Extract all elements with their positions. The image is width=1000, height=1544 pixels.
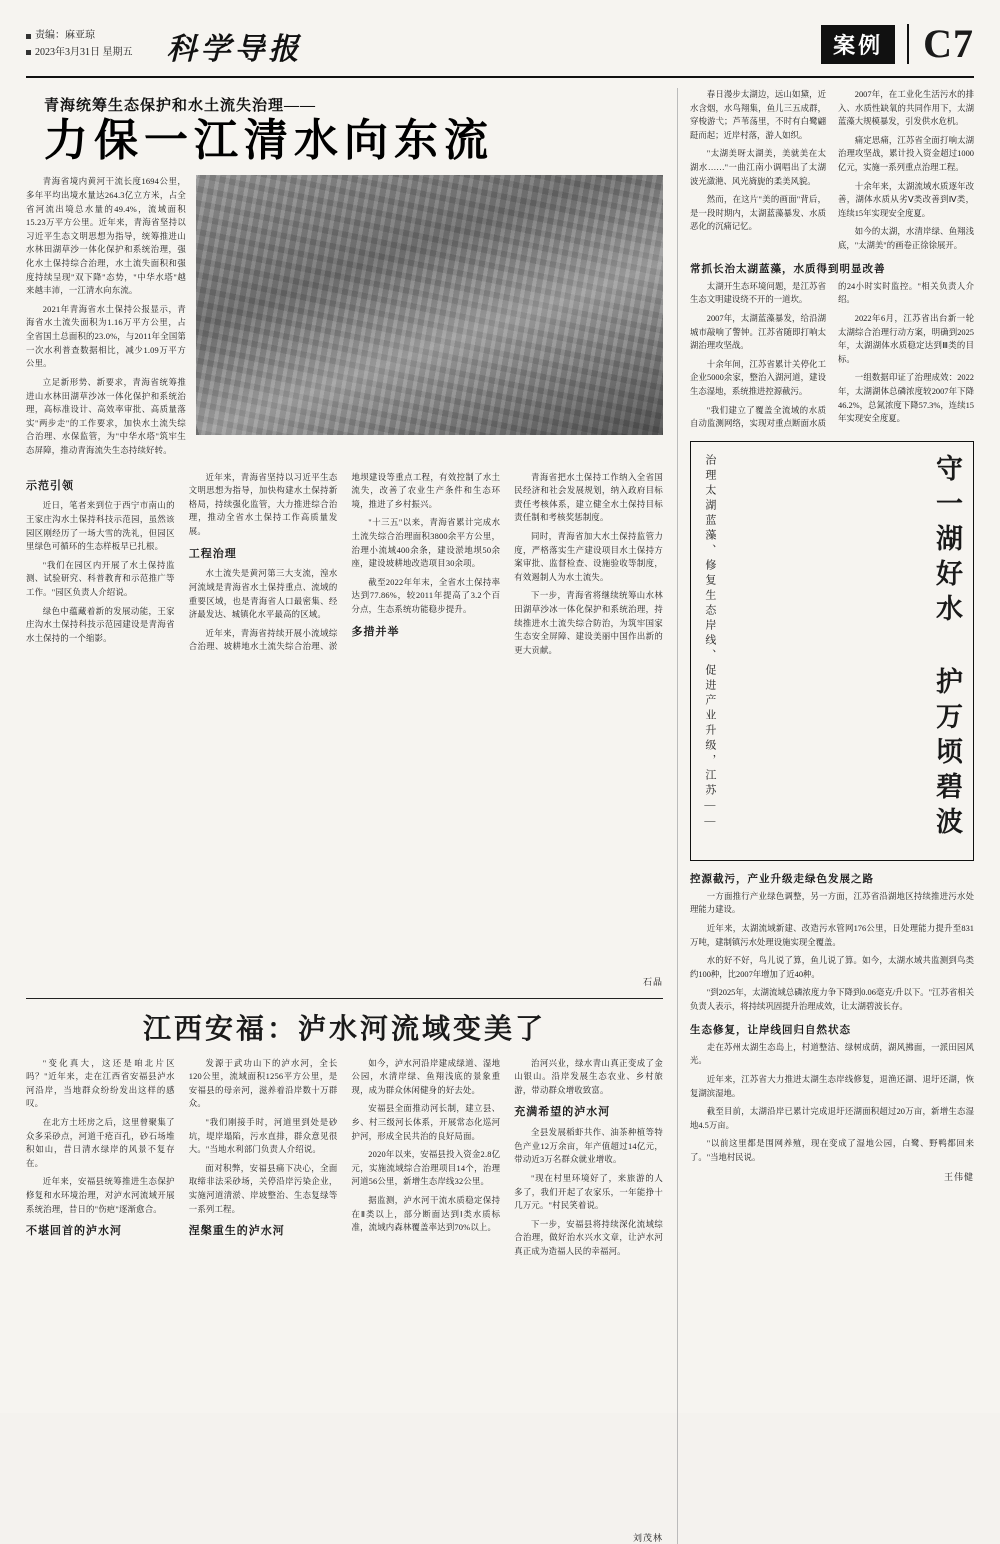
page-body (26, 88, 974, 1543)
feature-s0-p1: "我们在园区内开展了水土保持监测、试验研究、科普教育和示范推广等工作。"园区负责人介绍说。 (26, 560, 175, 598)
rs0-p4: 2022年6月，江苏省出台新一轮太湖综合治理行动方案，明确到2025年，太湖湖体水质稳定达到Ⅲ类的目标。 (838, 313, 974, 364)
masthead (26, 22, 974, 78)
sf-p3: 发源于武功山下的泸水河，全长120公里，流域面积1256平方公里，是安福县的母亲河，滋养着沿岸数十万群众。 (188, 1058, 338, 1109)
rs0-p5: 一组数据印证了治理成效：2022年，太湖湖体总磷浓度较2007年下降46.2%，总氮浓度下降57.3%，连续15年实现安全度夏。 (838, 373, 974, 424)
right-sec2-text (690, 890, 974, 1014)
feature-s2-p0: 青海省把水土保持工作纳入全省国民经济和社会发展规划，纳入政府目标责任考核体系，建立健全水土保持目标责任制和考核奖惩制度。 (514, 472, 663, 523)
section-divider (26, 998, 663, 999)
vertical-subtitle: 治理太湖蓝藻、修复生态岸线、促进产业升级，江苏—— (703, 453, 716, 831)
feature-lead-text (26, 175, 186, 462)
rt-p4: 痛定思痛，江苏省全面打响太湖治理攻坚战，累计投入资金超过1000亿元，实施一系列重点治理工程。 (838, 135, 974, 173)
rt-p6: 如今的太湖，水清岸绿、鱼翔浅底，"太湖美"的画卷正徐徐展开。 (838, 227, 974, 251)
page-number: C7 (907, 24, 974, 64)
right-section-heading-1: 生态修复，让岸线回归自然状态 (690, 1024, 851, 1036)
left-zone (26, 88, 663, 1544)
bullet-icon (26, 50, 31, 55)
date-line: 2023年3月31日 星期五 (35, 46, 133, 58)
masthead-meta (26, 22, 133, 61)
sf-p1: 在北方土坯房之后，这里曾聚集了众多采砂点，河道千疮百孔，砂石场堆积如山，昔日清水绿岸的风景不复存在。 (26, 1118, 175, 1168)
newspaper-logo: 科学导报 (166, 33, 303, 66)
feature-kicker: 青海统筹生态保护和水土流失治理—— (44, 98, 317, 114)
right-sec0-columns (690, 280, 974, 431)
rt-p1: "太湖美呀太湖美，美就美在太湖水……"一曲江南小调唱出了太湖波光潋滟、风光旖旎的柔美风貌。 (690, 149, 826, 186)
rs0-p3: "我们建立了覆盖全流域的水质自动监测网络，实现对重点断面水质的24小时实时监控。"相关负责人介绍。 (690, 281, 974, 429)
section-badge: 案例 (821, 25, 895, 64)
rs0-p2: 十余年间，江苏省累计关停化工企业5000余家，整治入湖河道，建设生态湿地，系统推进控源截污。 (690, 359, 826, 396)
sf-p13: 下一步，安福县将持续深化流域综合治理，做好治水兴水文章，让泸水河真正成为造福人民的幸福河。 (514, 1219, 663, 1257)
rs2-p2: 水的好不好，鸟儿说了算，鱼儿说了算。如今，太湖水域共监测到鸟类约100种，比2007年增加了近40种。 (690, 956, 974, 979)
feature-s1-p3: 截至2022年年末，全省水土保持率达到77.86%，较2011年提高了3.2个百分点，生态系统功能稳步提升。 (351, 577, 501, 615)
bullet-icon (26, 34, 31, 39)
feature-s0-p2: 绿色中蕴藏着新的发展动能，王家庄沟水土保持科技示范园建设是青海省水土保持的一个缩影。 (26, 606, 175, 643)
rt-p5: 十余年来，太湖流域水质逐年改善，湖体水质从劣Ⅴ类改善到Ⅳ类，连续15年实现安全度夏。 (838, 181, 974, 218)
right-top-columns (690, 88, 974, 253)
right-sec1-text (690, 1041, 974, 1165)
second-feature-columns (26, 1057, 663, 1527)
right-byline: 王伟健 (943, 1171, 974, 1182)
feature-article-columns (26, 471, 663, 971)
second-feature-title: 江西安福：泸水河流域变美了 (142, 1013, 546, 1045)
sf-p8: 2020年以来，安福县投入资金2.8亿元，实施流域综合治理项目14个，治理河道56公里，新增生态岸线32公里。 (351, 1150, 501, 1187)
feature-byline: 石晶 (642, 976, 663, 987)
right-section-heading-2: 控源截污，产业升级走绿色发展之路 (690, 873, 874, 885)
lead-paragraph-2: 2021年青海省水土保持公报显示，青海省水土流失面积为1.16万平方公里，占全省国土总面积的23.0%，与2011年全国第一次水利普查数据相比，减少1.09万平方公里。 (26, 304, 186, 369)
rs0-p0: 太湖开生态环境问题，是江苏省生态文明建设绕不开的一道坎。 (690, 281, 826, 305)
sf-p12: "现在村里环境好了，来旅游的人多了，我们开起了农家乐，一年能挣十几万元。"村民笑着说。 (514, 1174, 663, 1211)
sf-p7: 安福县全面推动河长制，建立县、乡、村三级河长体系，开展常态化巡河护河，形成全民共治的良好局面。 (351, 1104, 501, 1141)
sf-p0: "变化真大，这还是咱北片区吗？"近年来，走在江西省安福县泸水河沿岸，当地群众纷纷发出这样的感叹。 (26, 1058, 175, 1109)
feature-headline: 力保一江清水向东流 (44, 116, 494, 165)
sf-p5: 面对积弊，安福县痛下决心，全面取缔非法采砂场，关停沿岸污染企业，实施河道清淤、岸坡整治、生态复绿等一系列工程。 (188, 1163, 338, 1214)
feature-s1-p1: 近年来，青海省持续开展小流域综合治理、坡耕地水土流失综合治理、淤地坝建设等重点工程，有效控制了水土流失，改善了农业生产条件和生态环境，推进了乡村振兴。 (188, 472, 501, 652)
rs2-p0: 一方面推行产业绿色调整，另一方面，江苏省沿湖地区持续推进污水处理能力建设。 (690, 891, 974, 915)
second-feature (26, 1007, 663, 1544)
sf-p4: "我们刚接手时，河道里到处是砂坑，堤岸塌陷，污水直排，群众意见很大。"当地水利部门负责人介绍说。 (188, 1118, 338, 1155)
rt-p2: 然而，在这片"美的画面"背后，是一段时期内，太湖蓝藻暴发、水质恶化的沉痛记忆。 (690, 195, 826, 232)
lead-paragraph-1: 青海省境内黄河干流长度1694公里，多年平均出境水量达264.3亿立方米，占全省河流出境总水量的49.4%，流域面积15.23万平方公里。近年来，青海省坚持以习近平生态文明思想为指导，统筹推进山水林田湖草沙一体化保护和系统治理，强化水土保持综合治理，水土流失面积和强度持续呈现"双下降"态势，"中华水塔"越来越丰沛，一江清水向东流。 (26, 177, 186, 296)
right-section-heading-0: 常抓长治太湖蓝藻，水质得到明显改善 (690, 263, 886, 275)
vertical-title: 守一湖好水 护万顷碧波 (932, 453, 962, 842)
feature-section-heading-1: 工程治理 (188, 547, 237, 560)
feature-s2-p2: 下一步，青海省将继续统筹山水林田湖草沙冰一体化保护和系统治理，持续推进水土流失综合防治，为筑牢国家生态安全屏障、建设美丽中国作出新的更大贡献。 (514, 591, 663, 655)
feature-s1-p0: 水土流失是黄河第三大支流，湟水河流域是青海省水土保持重点、流域的重要区域，也是青海省人口最密集、经济最发达、城镇化水平最高的区域。 (188, 569, 338, 620)
vertical-title-box (690, 441, 974, 861)
feature-lead-block (26, 175, 663, 462)
feature-section-heading-0: 示范引领 (26, 479, 74, 492)
feature-s0-p3: 近年来，青海省坚持以习近平生态文明思想为指导，加快构建水土保持新格局，持续强化监管，大力推进综合治理，推动全省水土保持工作高质量发展。 (188, 472, 338, 537)
rt-p3: 2007年，在工业化生活污水的排入、水质性缺氧的共同作用下，太湖蓝藻大规模暴发，引发供水危机。 (838, 90, 974, 127)
sf-heading-1: 涅槃重生的泸水河 (188, 1225, 285, 1238)
right-zone (677, 88, 974, 1544)
sf-p9: 据监测，泸水河干流水质稳定保持在Ⅱ类以上，部分断面达到Ⅰ类水质标准，流域内森林覆盖率达到70%以上。 (351, 1196, 501, 1233)
rs1-p2: 截至目前，太湖沿岸已累计完成退圩还湖面积超过20万亩，新增生态湿地4.5万亩。 (690, 1107, 974, 1130)
feature-s1-p2: "十三五"以来，青海省累计完成水土流失综合治理面积3800余平方公里，治理小流域400余条，建设淤地坝50余座，建设坡耕地改造项目30余项。 (351, 518, 501, 569)
masthead-logo-wrap (133, 22, 822, 68)
feature-s2-p1: 同时，青海省加大水土保持监管力度，严格落实生产建设项目水土保持方案审批、监督检查、设施验收等制度，有效遏制人为水土流失。 (514, 532, 663, 582)
rt-p0: 春日漫步太湖边，远山如黛，近水含烟，水鸟翔集，鱼儿三五成群，穿梭游弋；芦苇荡里，不时有白鹭翩跹而起；近岸村落，游人如织。 (690, 90, 826, 140)
rs1-p1: 近年来，江苏省大力推进太湖生态岸线修复，退渔还湖、退圩还湖，恢复湖滨湿地。 (690, 1074, 974, 1098)
sf-p10: 治河兴业，绿水青山真正变成了金山银山。沿岸发展生态农业、乡村旅游，带动群众增收致富。 (514, 1058, 663, 1095)
second-feature-byline: 刘茂林 (632, 1532, 663, 1543)
sf-heading-2: 充满希望的泸水河 (514, 1106, 611, 1119)
rs1-p0: 走在苏州太湖生态岛上，村道整洁、绿树成荫，湖风拂面，一派田园风光。 (690, 1042, 974, 1066)
rs2-p1: 近年来，太湖流域新建、改造污水管网176公里，日处理能力提升至831万吨，建制镇污水处理设施实现全覆盖。 (690, 924, 974, 947)
feature-section-heading-2: 多措并举 (351, 625, 400, 638)
feature-s0-p0: 近日，笔者来到位于西宁市南山的王家庄沟水土保持科技示范园，虽然该园区刚经历了一场大雪的洗礼，但园区里绿色可循环的生态样板早已扎根。 (26, 501, 175, 552)
sf-p6: 如今，泸水河沿岸建成绿道、湿地公园，水清岸绿、鱼翔浅底的景象重现，成为群众休闲健身的好去处。 (351, 1058, 501, 1095)
editor-line: 责编：麻亚琼 (35, 30, 95, 41)
feature-photo-terraced-fields (196, 175, 663, 435)
rs2-p3: "到2025年，太湖流域总磷浓度力争下降到0.06毫克/升以下。"江苏省相关负责人表示，将持续巩固提升治理成效，让太湖碧波长存。 (690, 988, 974, 1012)
lead-paragraph-3: 立足新形势、新要求，青海省统筹推进山水林田湖草沙冰一体化保护和系统治理，高标准设计、高效率审批、高质量落实"两步走"的工作要求，加快水土流失综合治理、水保监管，为"中华水塔"筑牢生态屏障，推动青海流失生态持续好转。 (26, 377, 186, 455)
masthead-right (821, 22, 974, 64)
sf-heading-0: 不堪回首的泸水河 (26, 1225, 122, 1238)
rs1-p3: "以前这里都是围网养殖，现在变成了湿地公园，白鹭、野鸭都回来了。"当地村民说。 (690, 1139, 974, 1162)
rs0-p1: 2007年，太湖蓝藻暴发，给沿湖城市敲响了警钟。江苏省随即打响太湖治理攻坚战。 (690, 313, 826, 351)
sf-p11: 全县发展稻虾共作、油茶种植等特色产业12万余亩，年产值超过14亿元，带动近3万名群众就业增收。 (514, 1128, 663, 1165)
sf-p2: 近年来，安福县统筹推进生态保护修复和水环境治理，对泸水河流域开展系统治理，昔日的"伤疤"逐渐愈合。 (26, 1177, 175, 1214)
